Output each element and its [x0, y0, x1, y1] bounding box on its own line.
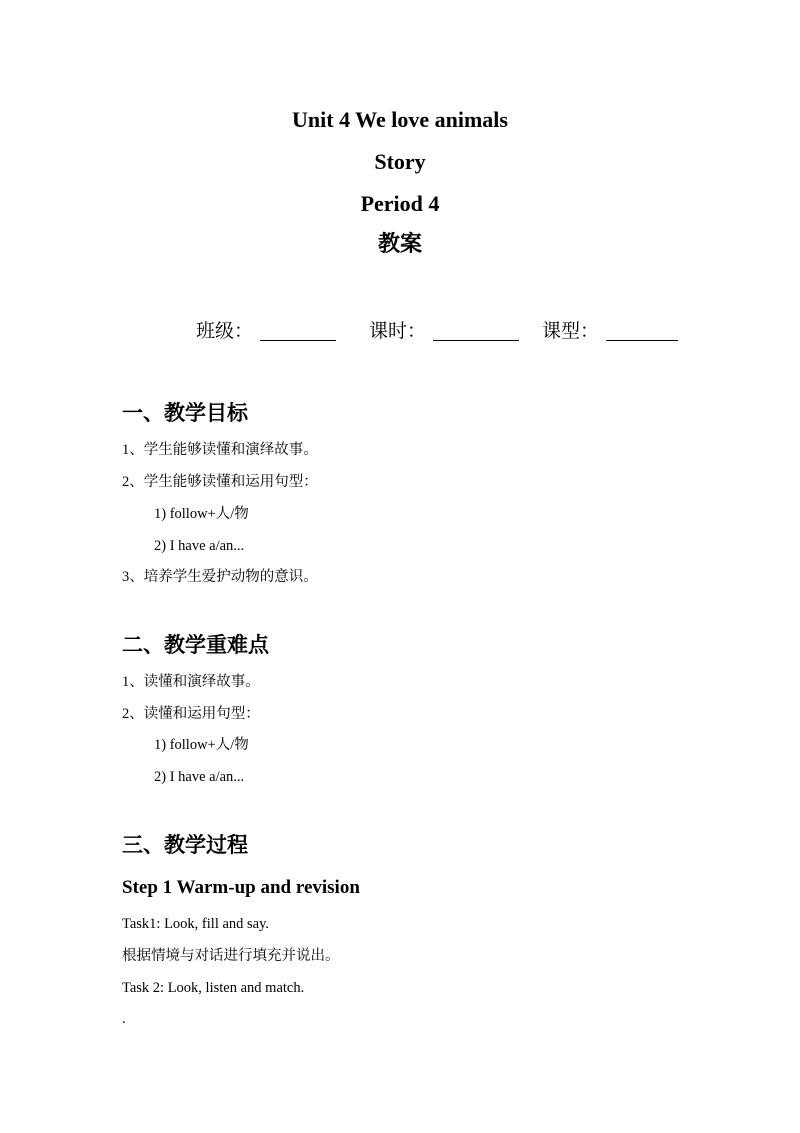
objective-subitem: 1) follow+人/物: [154, 506, 249, 522]
section-heading-key-points: 二、教学重难点: [122, 633, 269, 657]
document-subtitle-period: Period 4: [360, 191, 440, 216]
section-heading-process: 三、教学过程: [122, 833, 248, 857]
task-line: Task1: Look, fill and say.: [122, 916, 270, 932]
period-label: 课时：: [369, 320, 427, 342]
document-subtitle-lesson-plan: 教案: [377, 232, 422, 257]
type-label: 课型：: [542, 320, 600, 342]
info-row: [0, 315, 800, 347]
objective-subitem: 2) I have a/an...: [154, 538, 245, 554]
document-title: Unit 4 We love animals: [292, 107, 508, 132]
objective-item: 2、学生能够读懂和运用句型：: [122, 474, 318, 490]
key-point-subitem: 1) follow+人/物: [154, 737, 249, 753]
section-heading-objectives: 一、教学目标: [122, 401, 248, 425]
task-line: .: [122, 1011, 126, 1027]
task-line: Task 2: Look, listen and match.: [122, 980, 305, 996]
objective-item: 1、学生能够读懂和演绎故事。: [122, 442, 318, 458]
key-point-item: 1、读懂和演绎故事。: [122, 674, 260, 690]
document-subtitle-story: Story: [374, 149, 426, 174]
key-point-subitem: 2) I have a/an...: [154, 769, 245, 785]
objective-item: 3、培养学生爱护动物的意识。: [122, 569, 318, 585]
class-label: 班级：: [196, 320, 254, 342]
period-blank-field: [433, 340, 519, 341]
step-heading: Step 1 Warm-up and revision: [122, 877, 360, 898]
key-point-item: 2、读懂和运用句型：: [122, 706, 260, 722]
type-blank-field: [606, 340, 678, 341]
task-line: 根据情境与对话进行填充并说出。: [122, 948, 340, 964]
class-blank-field: [260, 340, 336, 341]
